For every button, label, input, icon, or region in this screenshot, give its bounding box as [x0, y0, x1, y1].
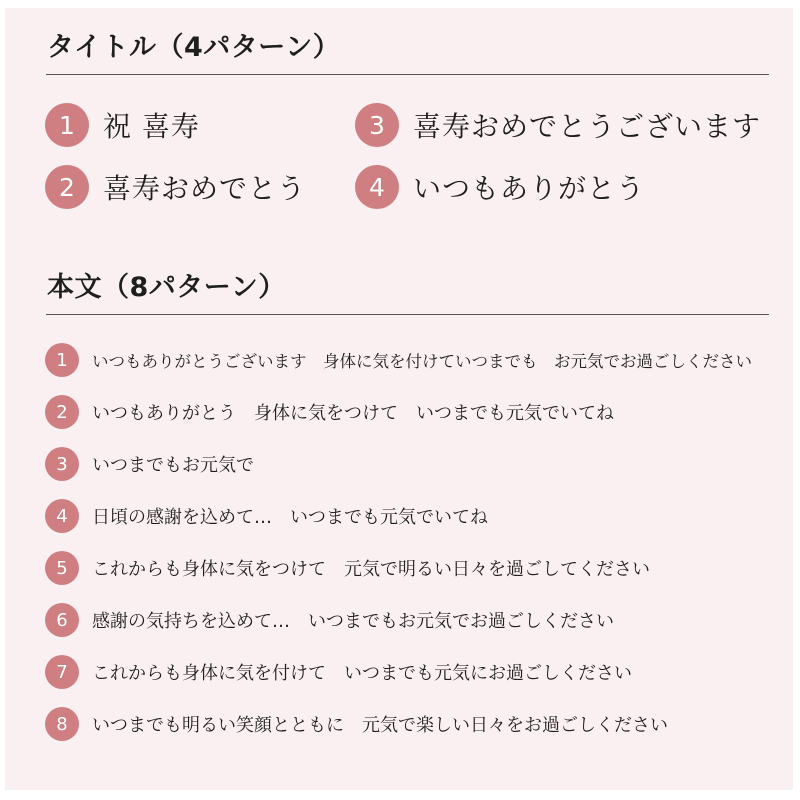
number-badge: 1 — [45, 343, 79, 377]
number-badge: 2 — [45, 395, 79, 429]
title-option-text: 祝 喜寿 — [103, 110, 200, 143]
number-badge: 6 — [45, 603, 79, 637]
body-option-5 — [45, 551, 752, 585]
body-option-4 — [45, 499, 752, 533]
body-option-text: 日頃の感謝を込めて… いつまでも元気でいてね — [92, 507, 488, 528]
title-section-divider — [46, 74, 769, 75]
body-option-3 — [45, 447, 752, 481]
content-panel — [5, 8, 793, 790]
body-option-8 — [45, 707, 752, 741]
title-option-text: いつもありがとう — [413, 172, 646, 205]
number-badge: 1 — [45, 103, 89, 147]
number-badge: 7 — [45, 655, 79, 689]
body-option-1 — [45, 343, 752, 377]
title-option-1 — [45, 103, 200, 147]
body-option-text: いつまでもお元気で — [92, 455, 254, 476]
number-badge: 5 — [45, 551, 79, 585]
body-option-6 — [45, 603, 752, 637]
title-option-3 — [355, 103, 761, 147]
title-option-text: 喜寿おめでとう — [103, 172, 307, 205]
body-section-divider — [46, 314, 769, 315]
number-badge: 2 — [45, 165, 89, 209]
body-option-text: これからも身体に気をつけて 元気で明るい日々を過ごしてください — [92, 559, 650, 580]
title-option-4 — [355, 165, 645, 209]
number-badge: 4 — [45, 499, 79, 533]
number-badge: 3 — [355, 103, 399, 147]
title-option-2 — [45, 165, 306, 209]
body-section-heading: 本文（8パターン） — [47, 272, 286, 303]
body-option-text: いつまでも明るい笑顔とともに 元気で楽しい日々をお過ごしください — [92, 715, 668, 736]
body-option-text: これからも身体に気を付けて いつまでも元気にお過ごしください — [92, 663, 632, 684]
number-badge: 3 — [45, 447, 79, 481]
body-option-text: いつもありがとうございます 身体に気を付けていつまでも お元気でお過ごしください — [92, 352, 752, 371]
body-option-2 — [45, 395, 752, 429]
body-option-text: いつもありがとう 身体に気をつけて いつまでも元気でいてね — [92, 403, 614, 424]
number-badge: 8 — [45, 707, 79, 741]
body-text-list — [45, 343, 752, 759]
title-section-heading: タイトル（4パターン） — [47, 32, 341, 63]
number-badge: 4 — [355, 165, 399, 209]
title-option-text: 喜寿おめでとうございます — [413, 110, 762, 143]
body-option-7 — [45, 655, 752, 689]
body-option-text: 感謝の気持ちを込めて… いつまでもお元気でお過ごしください — [92, 611, 614, 632]
